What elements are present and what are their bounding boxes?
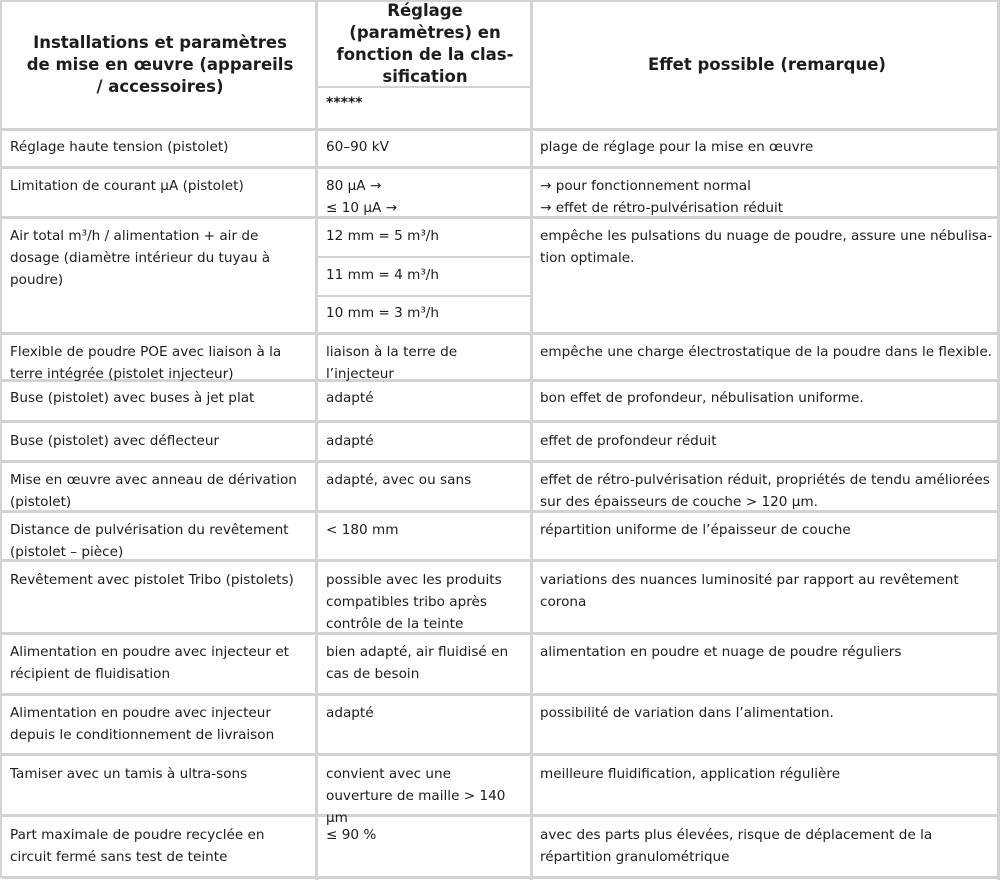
- header-classification-stars: *****: [326, 95, 363, 111]
- row-installation: Limitation de courant µA (pistolet): [10, 178, 244, 194]
- column-divider: [315, 2, 318, 880]
- row-effet: variations des nuances luminosité par rapport au revêtement corona: [540, 572, 959, 610]
- row-reglage-11mm: 11 mm = 4 m³/h: [326, 267, 439, 283]
- row-divider: [2, 753, 1000, 756]
- row-reglage: adapté, avec ou sans: [326, 472, 472, 488]
- row-reglage: ≤ 90 %: [326, 827, 377, 843]
- row-reglage-12mm: 12 mm = 5 m³/h: [326, 228, 439, 244]
- row-effet: possibilité de variation dans l’alimentation.: [540, 705, 834, 721]
- header-reglage: Réglage (paramètres) en fonction de la clas- sification: [336, 1, 514, 86]
- row-installation: Buse (pistolet) avec buses à jet plat: [10, 390, 255, 406]
- row-installation: Tamiser avec un tamis à ultra-sons: [10, 766, 248, 782]
- row-installation: Alimentation en poudre avec injecteur et récipient de fluidisation: [10, 644, 290, 682]
- row-reglage: adapté: [326, 433, 374, 449]
- row-effet: empêche une charge électrostatique de la poudre dans le flexible.: [540, 344, 993, 360]
- row-effet: plage de réglage pour la mise en œuvre: [540, 139, 814, 155]
- row-installation: Mise en œuvre avec anneau de dérivation (pistolet): [10, 472, 297, 510]
- row-installation: Alimentation en poudre avec injecteur depuis le conditionnement de livraison: [10, 705, 275, 743]
- column-divider: [530, 2, 533, 880]
- row-installation: Flexible de poudre POE avec liaison à la terre intégrée (pistolet injecteur): [10, 344, 282, 382]
- row-installation: Air total m³/h / alimentation + air de dosage (diamètre intérieur du tuyau à poudre): [10, 228, 271, 288]
- row-effet: empêche les pulsations du nuage de poudre, assure une nébulisa- tion optimale.: [540, 228, 993, 266]
- row-effet: répartition uniforme de l’épaisseur de couche: [540, 522, 851, 538]
- row-installation: Revêtement avec pistolet Tribo (pistolets): [10, 572, 294, 588]
- subrow-divider: [317, 256, 532, 258]
- header-effet: Effet possible (remarque): [648, 55, 886, 74]
- row-installation: Part maximale de poudre recyclée en circuit fermé sans test de teinte: [10, 827, 265, 865]
- row-divider: [2, 166, 1000, 169]
- row-divider: [2, 332, 1000, 335]
- row-reglage: liaison à la terre de l’injecteur: [326, 344, 458, 382]
- row-divider: [2, 420, 1000, 423]
- row-reglage: adapté: [326, 705, 374, 721]
- subrow-divider: [317, 295, 532, 297]
- row-divider: [2, 693, 1000, 696]
- row-effet: meilleure fluidification, application régulière: [540, 766, 841, 782]
- row-reglage: adapté: [326, 390, 374, 406]
- row-reglage: possible avec les produits compatibles tribo après contrôle de la teinte: [326, 572, 502, 632]
- row-reglage: bien adapté, air fluidisé en cas de besoin: [326, 644, 509, 682]
- row-effet: effet de profondeur réduit: [540, 433, 717, 449]
- row-divider: [2, 128, 1000, 131]
- row-effet: effet de rétro-pulvérisation réduit, propriétés de tendu améliorées sur des épaisseurs de couche > 120 µm.: [540, 472, 990, 510]
- header-installations: Installations et paramètres de mise en œuvre (appareils / accessoires): [26, 33, 294, 96]
- row-reglage: < 180 mm: [326, 522, 399, 538]
- row-installation: Distance de pulvérisation du revêtement (pistolet – pièce): [10, 522, 289, 560]
- row-effet: → pour fonctionnement normal → effet de rétro-pulvérisation réduit: [540, 178, 784, 216]
- row-installation: Buse (pistolet) avec déflecteur: [10, 433, 220, 449]
- row-effet: avec des parts plus élevées, risque de déplacement de la répartition granulométrique: [540, 827, 933, 865]
- row-divider: [2, 460, 1000, 463]
- row-installation: Réglage haute tension (pistolet): [10, 139, 229, 155]
- row-reglage: convient avec une ouverture de maille > 140 µm: [326, 766, 506, 826]
- row-effet: alimentation en poudre et nuage de poudre réguliers: [540, 644, 902, 660]
- row-reglage-10mm: 10 mm = 3 m³/h: [326, 305, 439, 321]
- row-effet: bon effet de profondeur, nébulisation uniforme.: [540, 390, 864, 406]
- row-reglage: 80 µA → ≤ 10 µA →: [326, 178, 397, 216]
- row-reglage: 60–90 kV: [326, 139, 389, 155]
